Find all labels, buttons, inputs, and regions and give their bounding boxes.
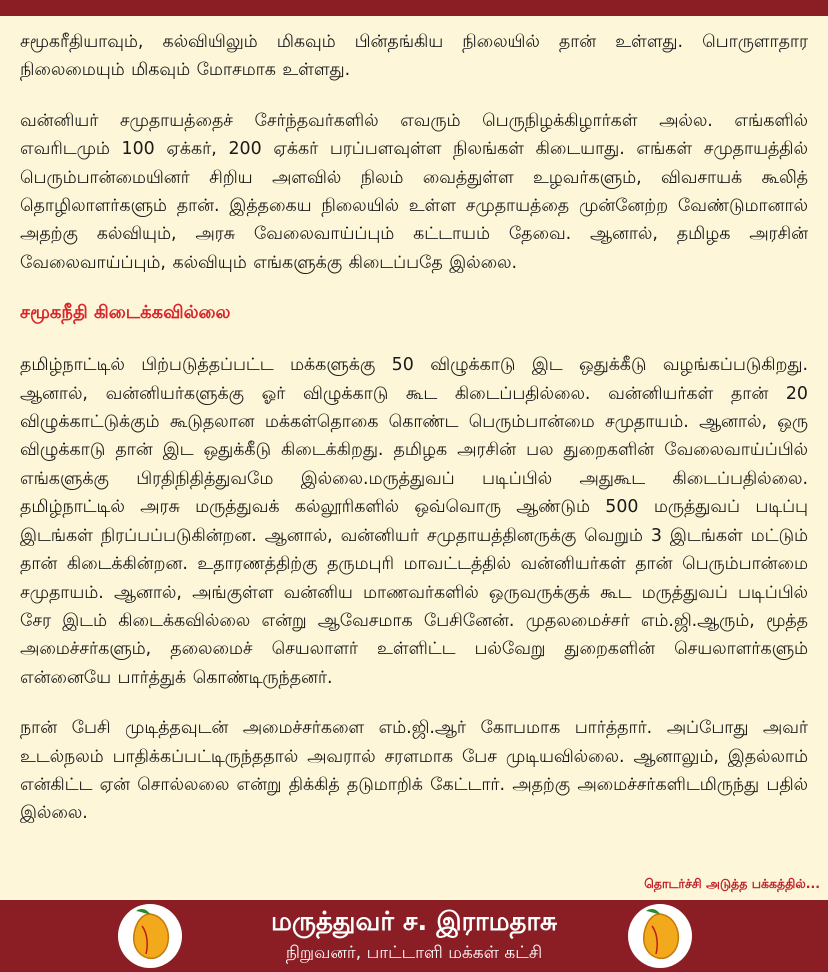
- mango-emblem-icon: [628, 904, 692, 968]
- author-role: நிறுவனர், பாட்டாளி மக்கள் கட்சி: [285, 943, 543, 963]
- continued-note: தொடர்ச்சி அடுத்த பக்கத்தில்...: [644, 876, 820, 891]
- top-banner-bar: [0, 0, 828, 16]
- paragraph-4: நான் பேசி முடித்தவுடன் அமைச்சர்களை எம்.ஜி.ஆர் கோபமாக பார்த்தார். அப்போது அவர் உடல்நலம் பாதிக்கப்பட்டிருந்ததால் அவரால் சரளமாக பேச முடியவில்லை. ஆனாலும், இதல்லாம் என்கிட்ட ஏன் சொல்லலை என்று திக்கித் தடுமாறிக் கேட்டார். அதற்கு அமைச்சர்களிடமிருந்து பதில் இல்லை.: [20, 718, 808, 824]
- section-heading: சமூகநீதி கிடைக்கவில்லை: [20, 302, 231, 324]
- article-body: [20, 28, 808, 850]
- paragraph-1: சமூகரீதியாவும், கல்வியிலும் மிகவும் பின்தங்கிய நிலையில் தான் உள்ளது. பொருளாதார நிலைமையும் மிகவும் மோசமாக உள்ளது.: [20, 32, 808, 81]
- paragraph-2: வன்னியர் சமுதாயத்தைச் சேர்ந்தவர்களில் எவரும் பெருநிழக்கிழார்கள் அல்ல. எங்களில் எவரிடமும் 100 ஏக்கர், 200 ஏக்கர் பரப்பளவுள்ள நிலங்கள் கிடையாது. எங்கள் சமுதாயத்தில் பெரும்பான்மையினர் சிறிய அளவில் நிலம் வைத்துள்ள உழவர்களும், விவசாயக் கூலித் தொழிலாளர்களும் தான். இத்தகைய நிலையில் உள்ள சமுதாயத்தை முன்னேற்ற வேண்டுமானால் அதற்கு கல்வியும், அரசு வேலைவாய்ப்பும் கட்டாயம் தேவை. ஆனால், தமிழக அரசின் வேலைவாய்ப்பும், கல்வியும் எங்களுக்கு கிடைப்பதே இல்லை.: [20, 110, 808, 273]
- author-name: மருத்துவர் ச. இராமதாசு: [270, 907, 558, 937]
- footer-banner: [0, 900, 828, 972]
- paragraph-3: தமிழ்நாட்டில் பிற்படுத்தப்பட்ட மக்களுக்கு 50 விழுக்காடு இட ஒதுக்கீடு வழங்கப்படுகிறது. ஆனால், வன்னியர்களுக்கு ஓர் விழுக்காடு கூட கிடைப்பதில்லை. வன்னியர்கள் தான் 20 விழுக்காட்டுக்கும் கூடுதலான மக்கள்தொகை கொண்ட பெரும்பான்மை சமுதாயம். ஆனால், ஒரு விழுக்காடு தான் இட ஒதுக்கீடு கிடைக்கிறது. தமிழக அரசின் பல துறைகளின் வேலைவாய்ப்பில் எங்களுக்கு பிரதிநிதித்துவமே இல்லை.மருத்துவப் படிப்பில் அதுகூட கிடைப்பதில்லை. தமிழ்நாட்டில் அரசு மருத்துவக் கல்லூரிகளில் ஒவ்வொரு ஆண்டும் 500 மருத்துவப் படிப்பு இடங்கள் நிரப்பப்படுகின்றன. ஆனால், வன்னியர் சமுதாயத்தினருக்கு வெறும் 3 இடங்கள் மட்டும் தான் கிடைக்கின்றன. உதாரணத்திற்கு தருமபுரி மாவட்டத்தில் வன்னியர்கள் தான் பெரும்பான்மை சமுதாயம். ஆனால், அங்குள்ள வன்னிய மாணவர்களில் ஒருவருக்குக் கூட மருத்துவப் படிப்பில் சேர இடம் கிடைக்கவில்லை என்று ஆவேசமாக பேசினேன். முதலமைச்சர் எம்.ஜி.ஆரும், மூத்த அமைச்சர்களும், தலைமைச் செயலாளர் உள்ளிட்ட பல்வேறு துறைகளின் செயலாளர்களும் என்னையே பார்த்துக் கொண்டிருந்தனர்.: [20, 355, 808, 688]
